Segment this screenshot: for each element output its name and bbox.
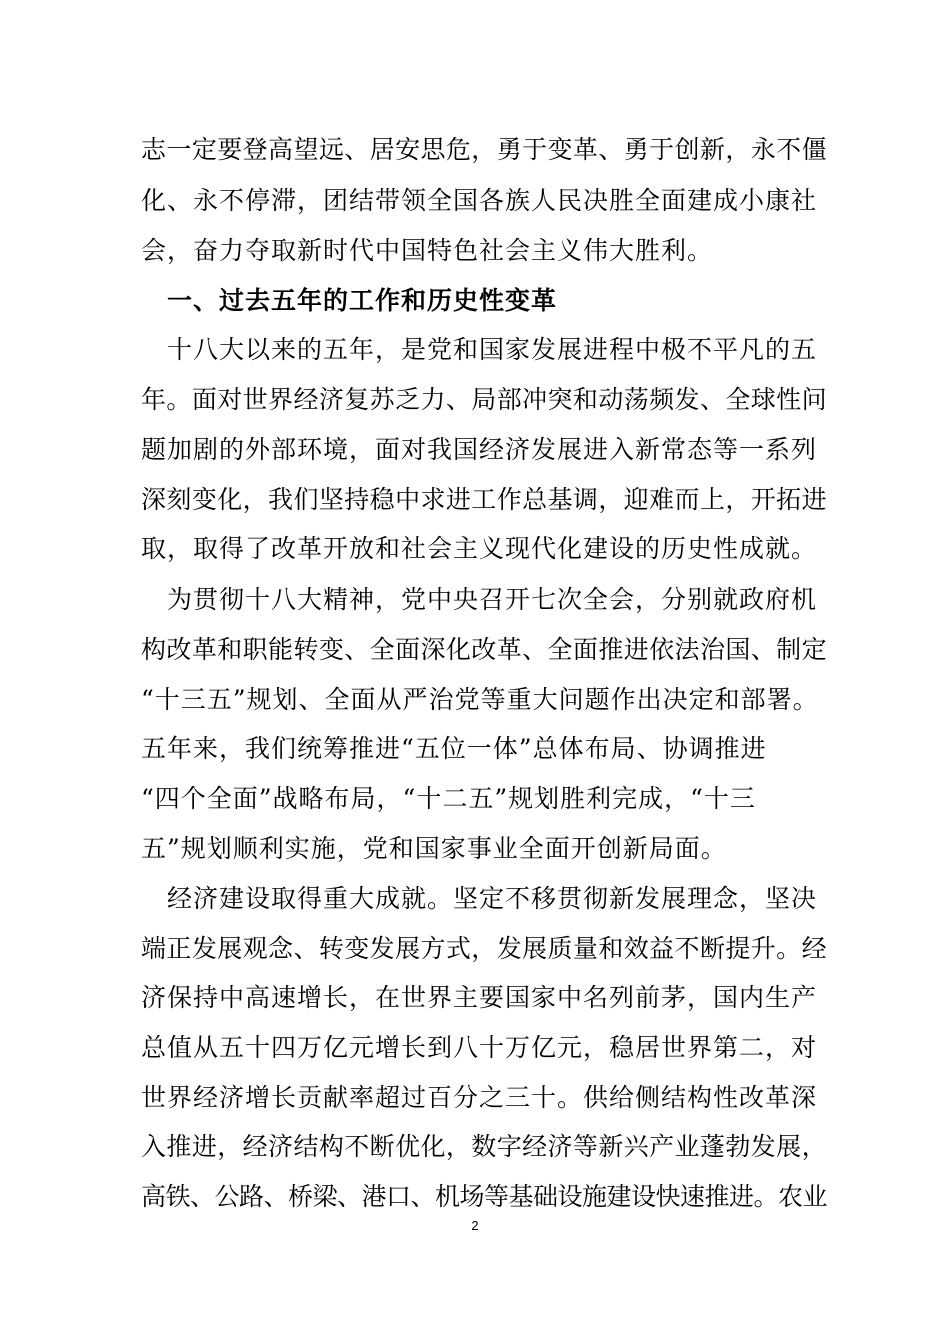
body-text-line: 十八大以来的五年，是党和国家发展进程中极不平凡的五	[141, 335, 818, 364]
body-text-line: 端正发展观念、转变发展方式，发展质量和效益不断提升。经	[141, 934, 828, 963]
page-number: 2	[471, 1218, 479, 1233]
body-text-line: 总值从五十四万亿元增长到八十万亿元，稳居世界第二，对	[141, 1033, 818, 1062]
body-text-line: 为贯彻十八大精神，党中央召开七次全会，分别就政府机	[141, 585, 818, 614]
body-text-line: 入推进，经济结构不断优化，数字经济等新兴产业蓬勃发展，	[141, 1132, 828, 1161]
body-text-line: “四个全面”战略布局，“十二五”规划胜利完成，“十三	[141, 784, 756, 813]
body-text-line: 五年来，我们统筹推进“五位一体”总体布局、协调推进	[141, 734, 767, 763]
body-text-line: 志一定要登高望远、居安思危，勇于变革、勇于创新，永不僵	[141, 135, 828, 164]
body-text-line: 构改革和职能转变、全面深化改革、全面推进依法治国、制定	[141, 635, 828, 664]
body-text-line: 取，取得了改革开放和社会主义现代化建设的历史性成就。	[141, 534, 818, 563]
body-text-line: “十三五”规划、全面从严治党等重大问题作出决定和部署。	[141, 685, 819, 714]
body-text-line: 世界经济增长贡献率超过百分之三十。供给侧结构性改革深	[141, 1083, 818, 1112]
body-text-line: 五”规划顺利实施，党和国家事业全面开创新局面。	[141, 834, 727, 863]
body-text-line: 题加剧的外部环境，面对我国经济发展进入新常态等一系列	[141, 435, 818, 464]
body-text-line: 经济建设取得重大成就。坚定不移贯彻新发展理念，坚决	[141, 884, 818, 913]
section-heading: 一、过去五年的工作和历史性变革	[141, 286, 558, 315]
body-text-line: 会，奋力夺取新时代中国特色社会主义伟大胜利。	[141, 236, 714, 265]
body-text-line: 年。面对世界经济复苏乏力、局部冲突和动荡频发、全球性问	[141, 385, 828, 414]
body-text-line: 济保持中高速增长，在世界主要国家中名列前茅，国内生产	[141, 983, 818, 1012]
body-text-line: 高铁、公路、桥梁、港口、机场等基础设施建设快速推进。农业	[141, 1182, 828, 1211]
body-text-line: 化、永不停滞，团结带领全国各族人民决胜全面建成小康社	[141, 186, 818, 215]
body-text-line: 深刻变化，我们坚持稳中求进工作总基调，迎难而上，开拓进	[141, 485, 828, 514]
